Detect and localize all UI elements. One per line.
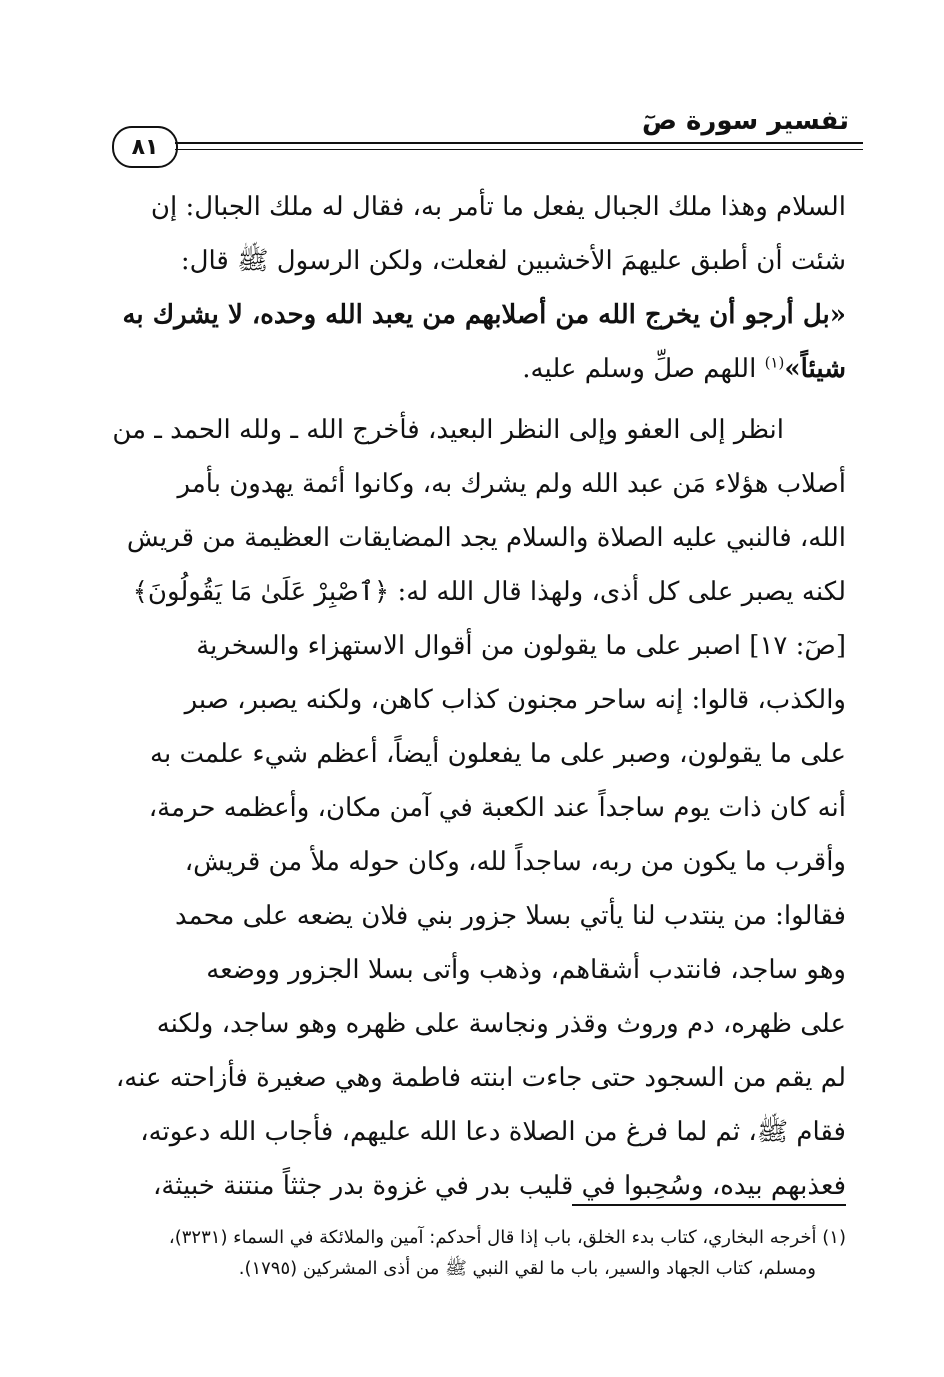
text-line: فقالوا: من ينتدب لنا يأتي بسلا جزور بني فلان يضعه على محمد <box>175 901 846 931</box>
text-line: [صٓ: ١٧] اصبر على ما يقولون من أقوال الاستهزاء والسخرية <box>196 631 846 661</box>
footnote-separator <box>572 1204 846 1206</box>
footnote-ref: (١) <box>764 353 785 372</box>
page-number-badge: ٨١ <box>112 126 178 168</box>
hadith-quote-end: شيئاً» <box>784 354 846 384</box>
text-line: وهو ساجد، فانتدب أشقاهم، وذهب وأتى بسلا الجزور ووضعه <box>206 955 846 985</box>
text-line: شئت أن أطبق عليهمَ الأخشبين لفعلت، ولكن الرسول ﷺ قال: <box>180 246 846 276</box>
running-header-title: تفسير سورة صٓ <box>642 106 849 136</box>
text-line: انظر إلى العفو وإلى النظر البعيد، فأخرج الله ـ ولله الحمد ـ من <box>112 415 784 445</box>
text-line: أصلاب هؤلاء مَن عبد الله ولم يشرك به، وكانوا أئمة يهدون بأمر <box>177 469 846 499</box>
text-line: لم يقم من السجود حتى جاءت ابنته فاطمة وهي صغيرة فأزاحته عنه، <box>115 1063 846 1093</box>
footnotes <box>100 1222 846 1284</box>
header-rule <box>175 142 863 150</box>
text-line: فقام ﷺ، ثم لما فرغ من الصلاة دعا الله عليهم، فأجاب الله دعوته، <box>140 1117 846 1147</box>
text-line: على ظهره، دم وروث وقذر ونجاسة على ظهره وهو ساجد، ولكنه <box>156 1009 846 1039</box>
paragraph-2 <box>100 403 846 1213</box>
footnote-line: (١) أخرجه البخاري، كتاب بدء الخلق، باب إذا قال أحدكم: آمين والملائكة في السماء (٣٢٣١)، <box>168 1227 846 1248</box>
text-line-with-footnote-ref <box>100 342 846 396</box>
paragraph-1 <box>100 180 846 396</box>
text-line: السلام وهذا ملك الجبال يفعل ما تأمر به، فقال له ملك الجبال: إن <box>150 192 846 222</box>
text-line-quran-verse: لكنه يصبر على كل أذى، ولهذا قال الله له: ﴿ٱصْبِرْ عَلَىٰ مَا يَقُولُونَ﴾ <box>132 577 846 607</box>
text-line: أنه كان ذات يوم ساجداً عند الكعبة في آمن مكان، وأعظمه حرمة، <box>148 793 846 823</box>
text-fragment: اللهم صلِّ وسلم عليه. <box>522 354 765 384</box>
footnote-line: ومسلم، كتاب الجهاد والسير، باب ما لقي النبي ﷺ من أذى المشركين (١٧٩٥). <box>238 1258 816 1279</box>
text-line: فعذبهم بيده، وسُحِبوا في قليب بدر في غزوة بدر جثثاً منتنة خبيثة، <box>152 1171 846 1201</box>
text-line: والكذب، قالوا: إنه ساحر مجنون كذاب كاهن، ولكنه يصبر، صبر <box>184 685 846 715</box>
text-line: على ما يقولون، وصبر على ما يفعلون أيضاً، أعظم شيء علمت به <box>150 739 846 769</box>
hadith-quote-line: «بل أرجو أن يخرج الله من أصلابهم من يعبد الله وحده، لا يشرك به <box>122 300 846 330</box>
text-line: وأقرب ما يكون من ربه، ساجداً لله، وكان حوله ملأ من قريش، <box>184 847 846 877</box>
text-line: الله، فالنبي عليه الصلاة والسلام يجد المضايقات العظيمة من قريش <box>126 523 846 553</box>
